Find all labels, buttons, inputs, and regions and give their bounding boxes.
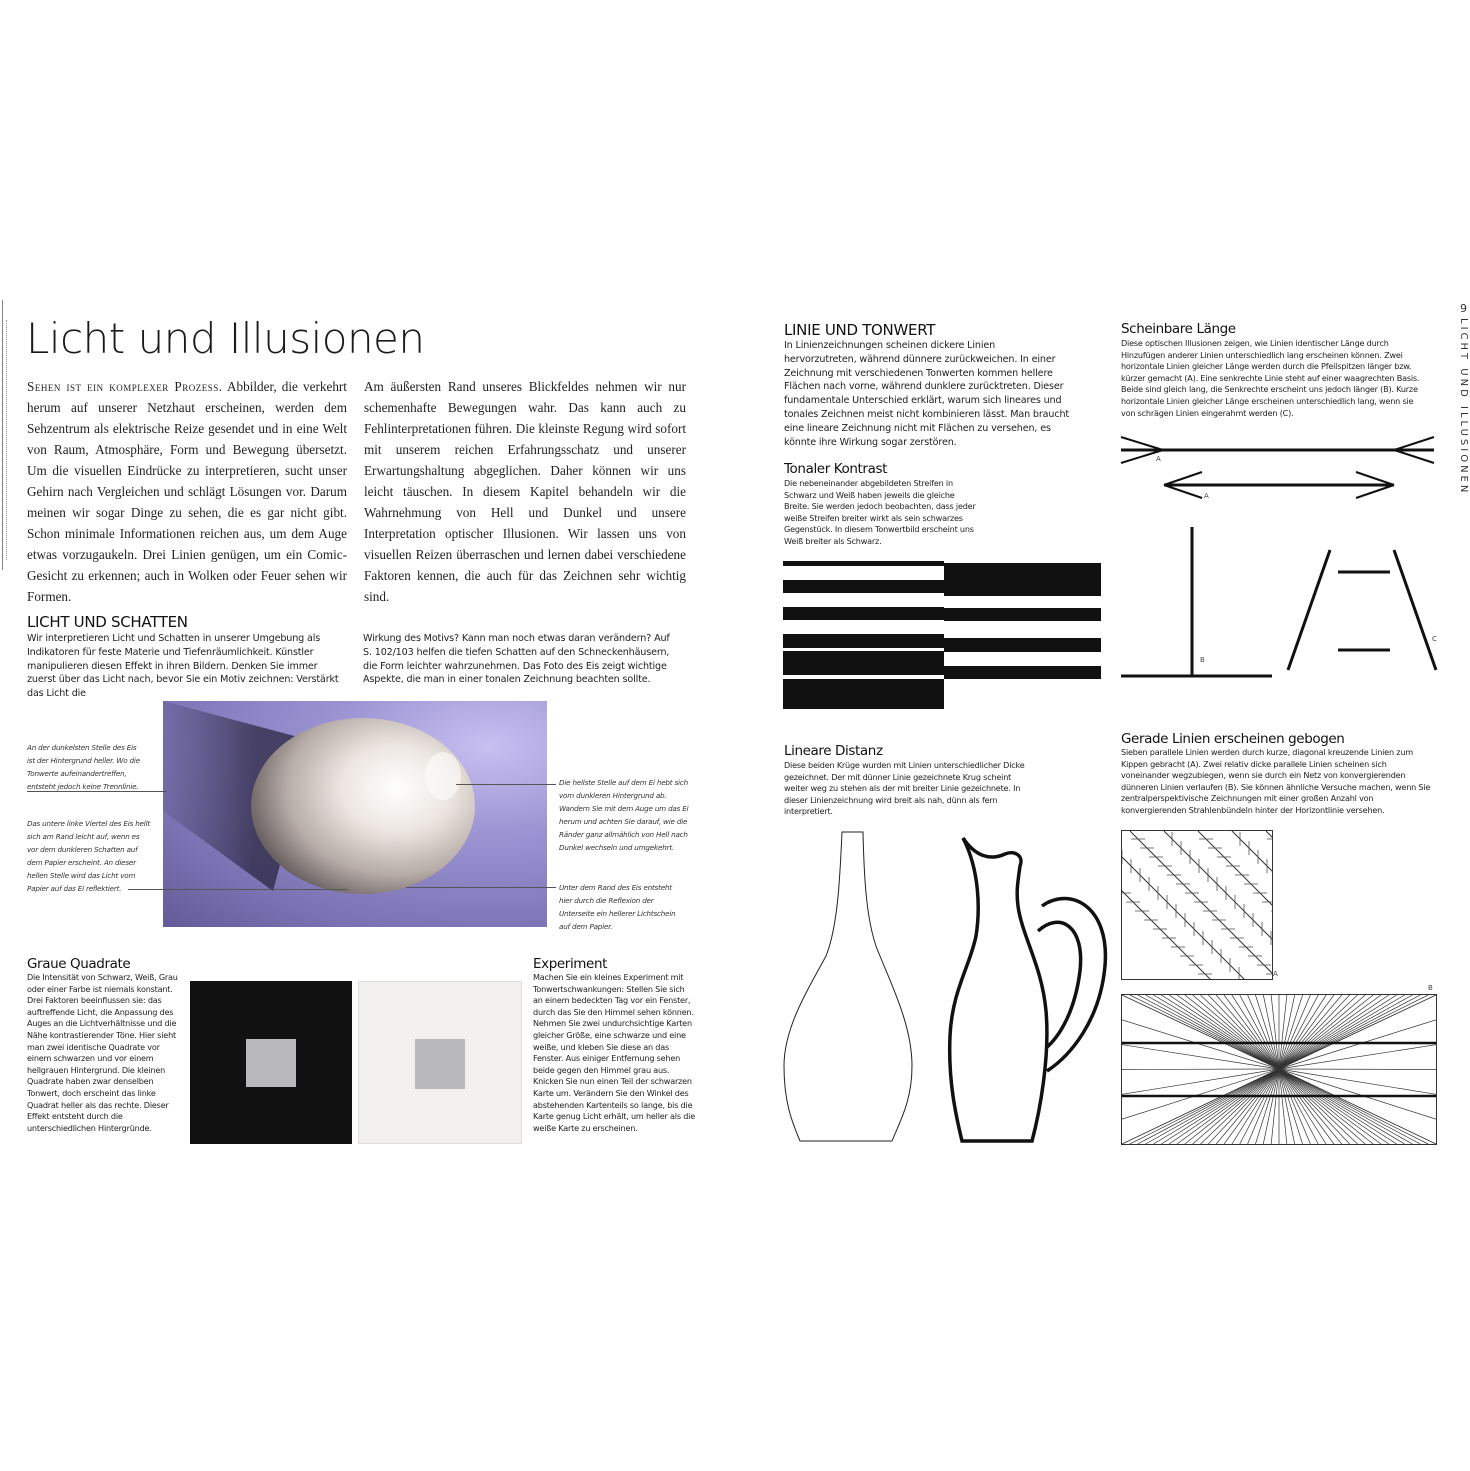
radiating-line: [1279, 995, 1342, 1069]
radiating-line: [1153, 995, 1279, 1069]
radiating-line: [1279, 995, 1397, 1069]
egg-photo: [163, 701, 547, 927]
radiating-line: [1279, 995, 1428, 1069]
radiating-line: [1279, 1069, 1365, 1144]
radiating-line: [1279, 1069, 1428, 1144]
jugs-illustration: [780, 826, 1110, 1146]
radiating-line: [1153, 1069, 1279, 1144]
radiating-line: [1279, 995, 1405, 1069]
label-a-1: A: [1156, 455, 1161, 463]
label-c: C: [1432, 635, 1437, 643]
side-chapter-label: LICHT UND ILLUSIONEN: [1458, 318, 1469, 496]
tonaler-kontrast-text: Die nebeneinander abgebildeten Streifen in Schwarz und Weiß haben jeweils die gleiche Breite. Sie werden jedoch beobachten, dass jeder weiße Streifen breiter wirkt als sein schwarzes Gegenstück. In diesem Tonwertbild erscheint uns Weiß breiter als Schwarz.: [784, 478, 976, 546]
scheinbare-laenge-text: Diese optischen Illusionen zeigen, wie Linien identischer Länge durch Hinzufügen anderer Linien unterschiedlich lang erscheinen können. Zwei horizontale Linien gleicher Länge werden durch die Pfeilspitzen länger bzw. kürzer gemacht (A). Eine senkrechte Linie steht auf einer waagrechten Basis. Beide sind gleich lang, die Senkrechte erscheint uns jedoch länger (B). Kurze horizontale Linien gleicher Länge erscheinen unterschiedlich lang, wenn sie von schrägen Linien eingerahmt werden (C).: [1121, 338, 1420, 418]
zoellner-graphic: [1122, 831, 1272, 979]
caption-right-top: Die hellste Stelle auf dem Ei hebt sich vom dunkleren Hintergrund ab. Wandern Sie mit dem Auge um das Ei herum und achten Sie darauf, wie die Ränder ganz allmählich von Hell nach Dunkel wechseln und umgekehrt.: [559, 778, 689, 852]
page-title: Licht und Illusionen: [26, 314, 425, 363]
radiating-line: [1122, 1069, 1279, 1070]
parallel-line: [1266, 831, 1272, 979]
leader-line: [456, 784, 556, 785]
gray-square-on-black: [246, 1039, 296, 1087]
gray-square-on-light: [415, 1039, 465, 1089]
hering-graphic: [1122, 995, 1436, 1144]
licht-schatten-heading: LICHT UND SCHATTEN: [27, 613, 188, 631]
graue-quadrate-heading: Graue Quadrate: [27, 956, 131, 972]
length-illusions-graphic: [1118, 432, 1438, 682]
radiating-line: [1279, 1069, 1436, 1070]
experiment-heading: Experiment: [533, 956, 608, 972]
radiating-line: [1130, 1069, 1279, 1144]
experiment-text: Machen Sie ein kleines Experiment mit Tonwertschwankungen: Stellen Sie sich an einem bedeckten Tag vor ein Fenster, durch das Sie den Himmel sehen können. Nehmen Sie zwei undurchsichtige Karten gleicher Größe, eine schwarze und eine weiße, und kleben Sie diese an das Fenster. Aus einiger Entfernung sehen beide gegen den Himmel grau aus. Knicken Sie nun einen Teil der schwarzen Karte um. Verändern Sie den Winkel des abstehenden Kartenteils so lange, bis die Karte genug Licht erhält, um heller als die weiße Karte zu erscheinen.: [533, 972, 696, 1133]
zoellner-illusion: [1121, 830, 1273, 980]
radiating-line: [1193, 1069, 1279, 1144]
parallel-line: [1122, 831, 1246, 979]
radiating-line: [1177, 995, 1279, 1069]
radiating-line: [1169, 1069, 1279, 1144]
radiating-line: [1169, 995, 1279, 1069]
leader-line: [406, 887, 556, 888]
linie-tonwert-text: In Linienzeichnungen scheinen dickere Linien hervorzutreten, während dünnere zurückweichen. In einer Zeichnung mit verschiedenen Tonwerten kommen hellere Flächen nach vorne, während dunklere zurücktreten. Dieser fundamentale Unterschied erklärt, warum sich lineares und tonales Zeichnen meist nicht kombinieren lässt. Man braucht eine lineare Zeichnung nicht mit Flächen zu versehen, es könnte ihre Wirkung sogar zerstören.: [784, 340, 1069, 448]
radiating-line: [1279, 995, 1389, 1069]
radiating-line: [1177, 1069, 1279, 1144]
licht-schatten-text-1: Wir interpretieren Licht und Schatten in unserer Umgebung als Indikatoren für feste Materie und Tiefenräumlichkeit. Künstler manipulieren diesen Effekt in ihren Bildern. Denken Sie immer zuerst über das Licht nach, bevor Sie ein Motiv zeichnen: Verstärkt das Licht die: [27, 633, 339, 700]
gerade-linien-heading: Gerade Linien erscheinen gebogen: [1121, 731, 1345, 747]
apparent-length-illustration: [1118, 432, 1438, 682]
caption-right-bottom: Unter dem Rand des Eis entsteht hier durch die Reflexion der Unterseite ein hellerer Lichtschein auf dem Papier.: [559, 883, 676, 931]
label-a-3: A: [1273, 970, 1278, 978]
lineare-distanz-text: Diese beiden Krüge wurden mit Linien unterschiedlicher Dicke gezeichnet. Der mit dünner Linie gezeichnete Krug scheint weiter weg zu stehen als der mit breiter Linie gezeichnete. In dieser Linienzeichnung wird breit als nah, dünn als fern interpretiert.: [784, 760, 1025, 817]
caption-left-bottom: Das untere linke Viertel des Eis hellt sich am Rand leicht auf, wenn es vor dem dunkleren Schatten auf dem Papier erscheint. An dieser hellen Stelle wird das Licht vom Papier auf das Ei reflektiert.: [27, 819, 150, 893]
radiating-line: [1279, 1069, 1381, 1144]
radiating-line: [1216, 995, 1279, 1069]
radiating-line: [1279, 1069, 1397, 1144]
gerade-linien-text: Sieben parallele Linien werden durch kurze, diagonal kreuzende Linien zum Kippen gebracht (A). Zwei relativ dicke parallele Linien scheinen sich voneinander wegzubiegen, wenn sie durch ein Netz von konvergierenden dünneren Linien verlaufen (B). Sie können ähnliche Versuche machen, wenn Sie zentralperspektivische Zeichnungen mit einer großen Anzahl von konvergierenden Strahlenbündeln hinter der Horizontlinie versehen.: [1121, 747, 1431, 815]
lineare-distanz-heading: Lineare Distanz: [784, 743, 883, 759]
radiating-line: [1279, 1069, 1342, 1144]
intro-column-1: [27, 376, 347, 607]
left-edge-rule: [2, 300, 3, 570]
thick-line-jug: [950, 838, 1047, 1141]
radiating-line: [1161, 995, 1279, 1069]
intro-lead: Sehen ist ein komplexer Prozess.: [27, 379, 223, 394]
intro-text-1: Abbilder, die verkehrt herum auf unserer Netzhaut erscheinen, werden dem Sehzentrum als elektrische Reize gesendet und in eine Welt von Raum, Atmosphäre, Form und Bewegung übersetzt. Um die visuellen Eindrücke zu interpretieren, sucht unser Gehirn nach Vergleichen und schlägt Lösungen vor. Darum meinen wir sogar Dinge zu sehen, die es gar nicht gibt. Schon minimale Informationen reichen aus, um dem Auge etwas vorzugaukeln. Drei Linien genügen, um ein Comic-Gesicht zu erkennen; auch in Wolken oder Feuer sehen wir Formen.: [27, 379, 347, 604]
radiating-line: [1130, 995, 1279, 1069]
black-square-panel: [190, 981, 352, 1144]
radiating-line: [1279, 995, 1381, 1069]
hering-illusion: [1121, 994, 1437, 1145]
radiating-line: [1279, 1069, 1389, 1144]
leader-line: [27, 791, 167, 792]
radiating-line: [1279, 1069, 1405, 1144]
tonal-contrast-stripes: [783, 561, 1101, 709]
label-b: B: [1200, 656, 1205, 664]
label-b-2: B: [1428, 984, 1433, 992]
egg-illustration: [163, 701, 547, 927]
stripes-graphic: [783, 561, 1101, 709]
radiating-line: [1161, 1069, 1279, 1144]
jugs-graphic: [780, 826, 1110, 1146]
radiating-line: [1216, 1069, 1279, 1144]
light-square-panel: [358, 981, 522, 1144]
leader-line: [128, 889, 348, 890]
left-edge-mark: [6, 320, 10, 560]
page-number: 9: [1460, 302, 1467, 315]
linie-tonwert-heading: LINIE UND TONWERT: [784, 321, 936, 339]
thin-line-vase: [784, 832, 912, 1141]
parallel-line: [1130, 831, 1272, 979]
label-a-2: A: [1204, 492, 1209, 500]
caption-left-top: An der dunkelsten Stelle des Eis ist der Hintergrund heller. Wo die Tonwerte aufeinandertreffen, entsteht jedoch keine Trennlinie.: [27, 743, 140, 791]
scheinbare-laenge-heading: Scheinbare Länge: [1121, 321, 1236, 337]
graue-quadrate-text: Die Intensität von Schwarz, Weiß, Grau oder einer Farbe ist niemals konstant. Drei Faktoren beeinflussen sie: das auftreffende Licht, die Anpassung des Auges an die Lichtverhältnisse und die Nähe kontrastierender Töne. Hier sieht man zwei identische Quadrate vor einem schwarzen und vor einem hellgrauen Hintergrund. Die kleinen Quadrate haben zwar denselben Tonwert, doch erscheint das linke Quadrat heller als das rechte. Dieser Effekt entsteht durch die unterschiedlichen Hintergründe.: [27, 972, 178, 1133]
licht-schatten-text-2: Wirkung des Motivs? Kann man noch etwas daran verändern? Auf S. 102/103 helfen die tiefen Schatten auf den Schneckenhäusern, die Form leichter wahrzunehmen. Das Foto des Eis zeigt wichtige Aspekte, die man in einer tonalen Zeichnung beachten sollte.: [363, 633, 670, 686]
tonaler-kontrast-heading: Tonaler Kontrast: [784, 461, 887, 477]
intro-column-2: Am äußersten Rand unseres Blickfeldes nehmen wir nur schemenhafte Bewegungen wahr. Das kann auch zu Fehlinterpretationen führen. Die kleinste Regung wird sofort mit unserem reichen Erfahrungsschatz und unserer Erwartungshaltung abgeglichen. Daher können wir uns leicht täuschen. In diesem Kapitel behandeln wir die Wahrnehmung von Hell und Dunkel und unsere Interpretation optischer Illusionen. Wir lassen uns von visuellen Reizen überraschen und lernen dabei verschiedene Faktoren kennen, die auch für das Zeichnen sehr wichtig sind.: [364, 379, 686, 604]
